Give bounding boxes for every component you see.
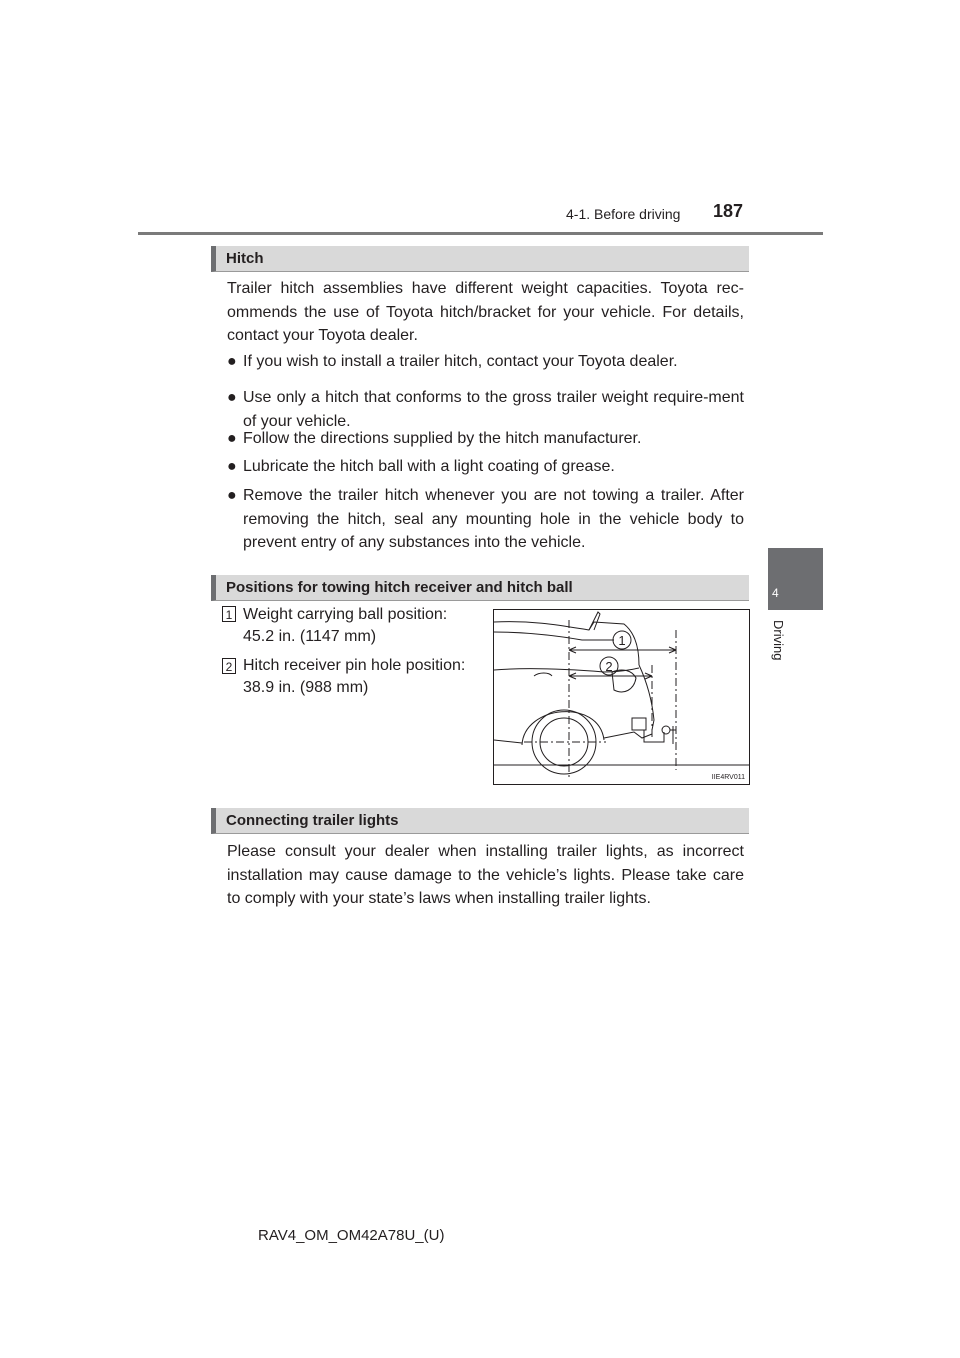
position-item-1 bbox=[243, 604, 483, 648]
bullet-text: Remove the trailer hitch whenever you are not towing a trailer. After removing the hitch, seal any mounting hole in the vehicle body to prevent entry of any substances into the vehicle. bbox=[243, 487, 744, 551]
chapter-tab-label: Driving bbox=[771, 620, 786, 661]
bullet-icon: ● bbox=[227, 487, 237, 504]
chapter-tab-number: 4 bbox=[772, 586, 779, 600]
bullet-text: If you wish to install a trailer hitch, contact your Toyota dealer. bbox=[243, 353, 678, 370]
page-number: 187 bbox=[713, 201, 744, 221]
position-item-2 bbox=[243, 655, 483, 699]
position-label: Hitch receiver pin hole position: bbox=[243, 657, 466, 674]
hitch-bullet-item bbox=[227, 455, 744, 479]
callout-number-2: 2 bbox=[222, 658, 236, 674]
hitch-bullet-item bbox=[227, 386, 744, 433]
bullet-icon: ● bbox=[227, 430, 237, 447]
lights-paragraph: Please consult your dealer when installing trailer lights, as incorrect installation may cause damage to the vehicle’s lights. Please take care to comply with your state’s laws when installing trailer lights. bbox=[227, 843, 744, 907]
positions-section-heading: Positions for towing hitch receiver and hitch ball bbox=[211, 575, 749, 601]
header-section-title: 4-1. Before driving bbox=[566, 206, 681, 222]
hitch-bullet-item bbox=[227, 350, 744, 374]
figure-callout-1: 1 bbox=[618, 633, 626, 648]
chapter-tab bbox=[768, 548, 823, 610]
bullet-icon: ● bbox=[227, 353, 237, 370]
hitch-section-heading: Hitch bbox=[211, 246, 749, 272]
position-value: 45.2 in. (1147 mm) bbox=[243, 628, 377, 645]
hitch-bullet-item bbox=[227, 427, 744, 451]
document-code: RAV4_OM_OM42A78U_(U) bbox=[258, 1227, 445, 1244]
hitch-position-illustration bbox=[493, 609, 750, 785]
chapter-tab-label-wrap bbox=[770, 620, 810, 680]
hitch-intro-paragraph: Trailer hitch assemblies have different weight capacities. Toyota rec-ommends the use of Toyota hitch/bracket for your vehicle. For details, contact your Toyota dealer. bbox=[227, 280, 744, 344]
bullet-text: Lubricate the hitch ball with a light coating of grease. bbox=[243, 458, 615, 475]
bullet-icon: ● bbox=[227, 389, 237, 406]
bullet-icon: ● bbox=[227, 458, 237, 475]
position-label: Weight carrying ball position: bbox=[243, 606, 448, 623]
bullet-text: Follow the directions supplied by the hitch manufacturer. bbox=[243, 430, 642, 447]
hitch-bullet-item bbox=[227, 484, 744, 555]
figure-caption: IIE4RV011 bbox=[711, 774, 745, 781]
header-divider bbox=[138, 232, 823, 235]
callout-number-1: 1 bbox=[222, 606, 236, 622]
figure-callout-2: 2 bbox=[605, 659, 613, 674]
position-value: 38.9 in. (988 mm) bbox=[243, 679, 369, 696]
bullet-text: Use only a hitch that conforms to the gross trailer weight require-ment of your vehicle. bbox=[243, 389, 744, 430]
lights-section-heading: Connecting trailer lights bbox=[211, 808, 749, 834]
